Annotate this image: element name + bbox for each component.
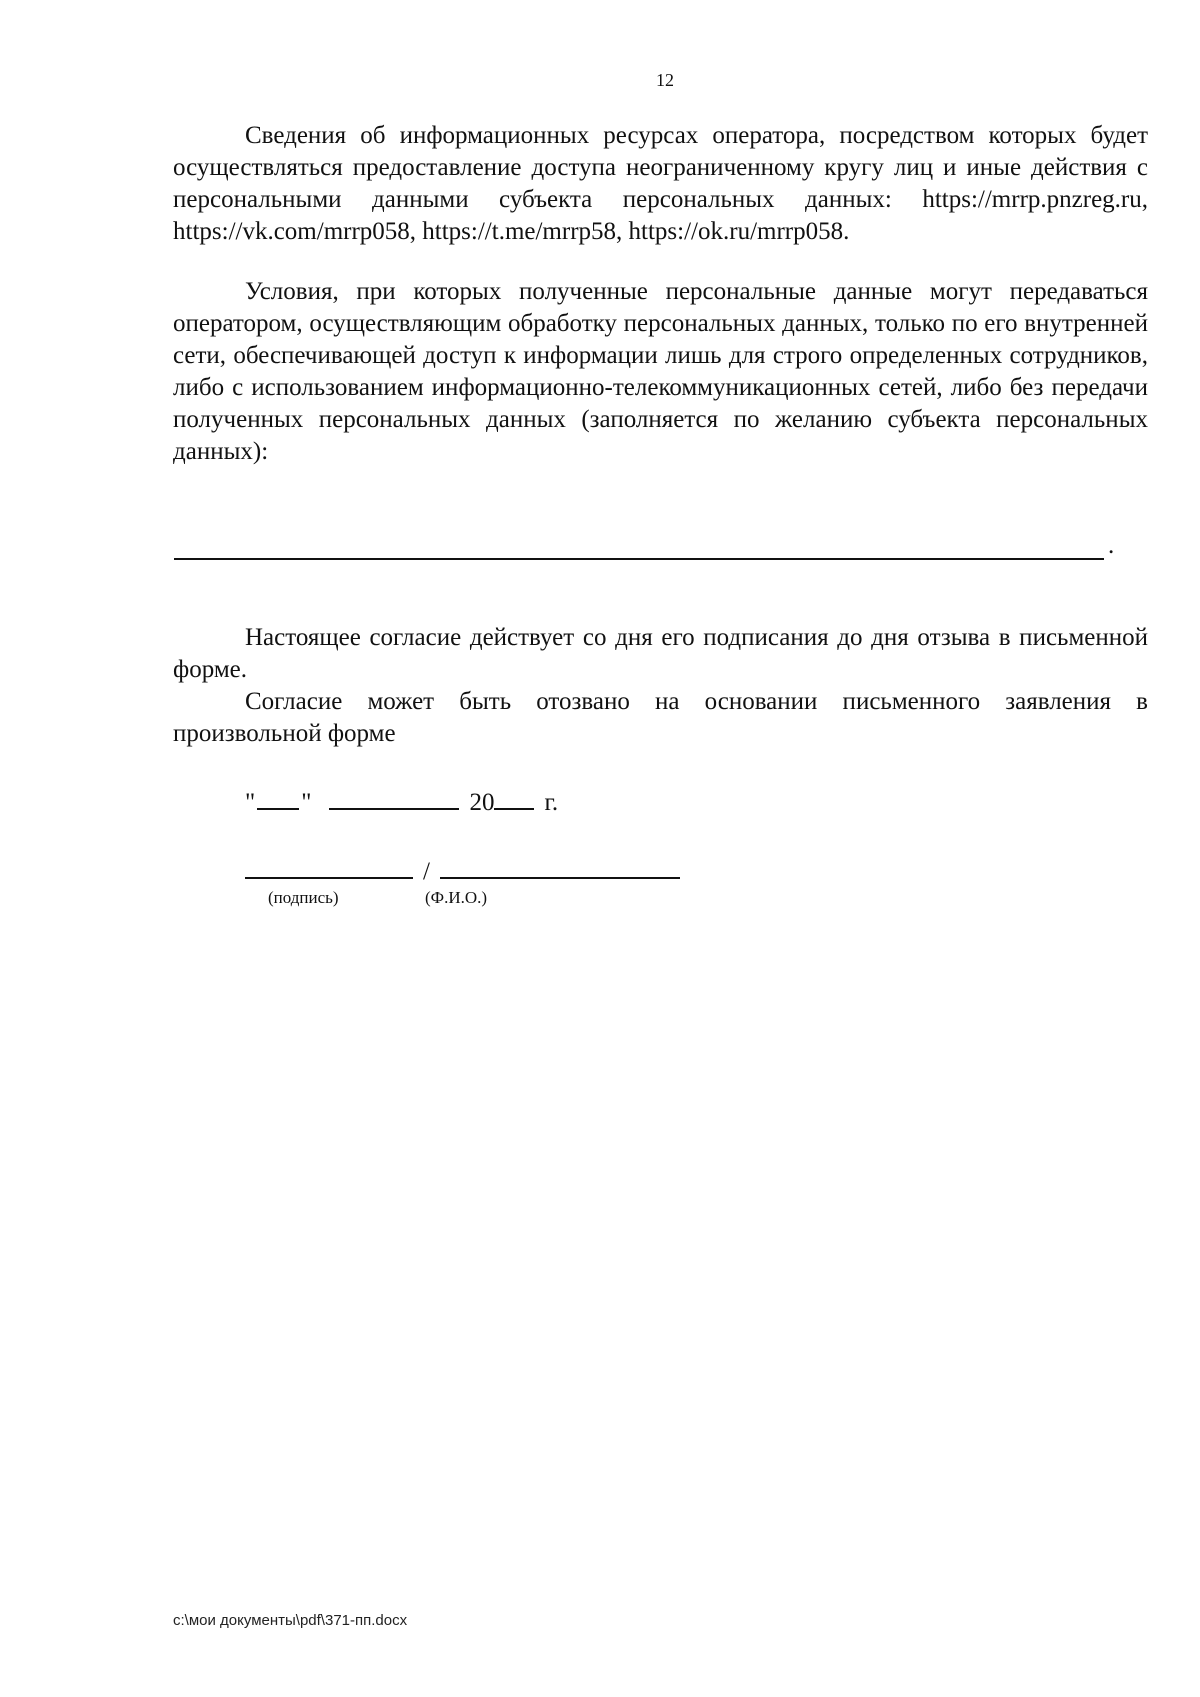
signature-caption: (подпись) xyxy=(268,888,339,907)
conditions-fill-line[interactable] xyxy=(174,558,1104,560)
date-line xyxy=(245,786,558,817)
paragraph-transfer-conditions: Условия, при которых полученные персональные данные могут передаваться оператором, осуществляющим обработку персональных данных, только по его внутренней сети, обеспечивающей доступ к информации лишь для строго определенных сотрудников, либо с использованием информационно-телекоммуникационных сетей, либо без передачи полученных персональных данных (заполняется по желанию субъекта персональных данных): xyxy=(173,278,1148,465)
page-number: 12 xyxy=(656,70,674,90)
date-quote-close: " xyxy=(301,789,312,816)
date-month-blank[interactable] xyxy=(329,786,459,810)
date-year-prefix: 20 xyxy=(469,789,495,816)
date-day-blank[interactable] xyxy=(257,786,299,810)
signature-separator: / xyxy=(423,858,430,885)
footer-file-path: c:\мои документы\pdf\371-пп.docx xyxy=(173,1612,408,1629)
paragraph-validity: Настоящее согласие действует со дня его подписания до дня отзыва в письменной форме. xyxy=(173,624,1148,683)
full-name-blank[interactable] xyxy=(440,855,680,879)
signature-blank[interactable] xyxy=(245,855,413,879)
date-quote-open: " xyxy=(245,789,256,816)
signature-line xyxy=(245,855,680,886)
paragraph-information-resources: Сведения об информационных ресурсах оператора, посредством которых будет осуществляться предоставление доступа неограниченному кругу лиц и иные действия с персональными данными субъекта персональных данных: https://mrrp.pnzreg.ru, https://vk.com/mrrp058, https://t.me/mrrp58, https://ok.ru/mrrp058. xyxy=(173,122,1148,245)
fill-line-end-mark: . xyxy=(1108,532,1115,559)
date-year-blank[interactable] xyxy=(494,786,534,810)
date-year-suffix: г. xyxy=(544,789,559,816)
paragraph-revocation: Согласие может быть отозвано на основании письменного заявления в произвольной форме xyxy=(173,688,1148,747)
full-name-caption: (Ф.И.О.) xyxy=(425,888,488,907)
